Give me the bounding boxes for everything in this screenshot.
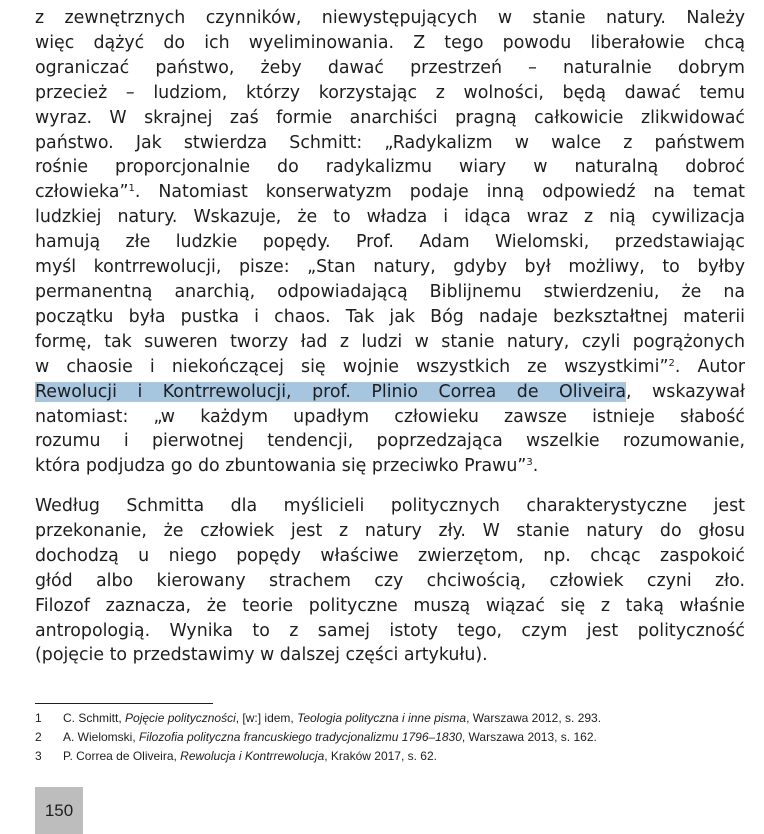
footnote-text-segment: C. Schmitt, [63, 711, 126, 725]
text-line: głód albo kierowany strachem czy chciwością, człowiek czyni zło. [35, 570, 745, 591]
footnote-text-segment: A. Wielomski, [63, 730, 140, 744]
text-line: więc dążyć do ich wyeliminowania. Z tego powodu liberałowie chcą [35, 32, 745, 53]
footnote-ref-3[interactable]: 3 [526, 457, 533, 469]
footnote-number: 2 [35, 730, 42, 744]
footnote-text-segment: P. Correa de Oliveira, [63, 749, 181, 763]
text-line: antropologią. Wynika to z samej istoty tego, czym jest polityczność [35, 620, 745, 641]
text-line: przekonanie, że człowiek jest z natury zły. W stanie natury do głosu [35, 520, 745, 541]
text-line: początku była pustka i chaos. Tak jak Bóg nadaje bezkształtnej materii [35, 306, 745, 327]
paragraph-2 [35, 494, 745, 668]
text-line: wyraz. W skrajnej zaś formie anarchiści pragną całkowicie zlikwidować [35, 107, 745, 128]
footnote-text [63, 709, 601, 728]
footnote-text-segment: , Warszawa 2012, s. 293. [466, 711, 602, 725]
text-line [35, 454, 745, 479]
page-number-text: 150 [44, 800, 74, 820]
footnote-divider [35, 703, 213, 704]
text-line: Według Schmitta dla myślicieli politycznych charakterystyczne jest [35, 496, 745, 516]
footnote-title: Rewolucja i Kontrrewolucja [180, 749, 325, 763]
page-number [35, 787, 83, 834]
footnote-number: 3 [35, 749, 42, 763]
text-line [35, 355, 745, 380]
text-line: permanentną anarchią, odpowiadającą Biblijnemu stwierdzeniu, że na [35, 281, 745, 302]
text-segment: w chaosie i niekończącej się wojnie wszystkich ze wszystkimi” [35, 356, 669, 377]
footnote-2 [35, 728, 745, 747]
footnote-number: 1 [35, 711, 42, 725]
text-segment: . Natomiast konserwatyzm podaje inną odpowiedź na temat [134, 182, 745, 203]
text-segment: , wskazywał [626, 381, 745, 402]
footnote-text-segment: , [w:] idem, [235, 711, 298, 725]
text-line: hamują złe ludzkie popędy. Prof. Adam Wielomski, przedstawiając [35, 232, 745, 253]
footnote-title: Pojęcie polityczności [125, 711, 236, 725]
paragraph-1 [35, 6, 745, 479]
text-line: przecież – ludziom, którzy korzystając z wolności, będą dawać temu [35, 82, 745, 103]
text-line [35, 380, 745, 405]
footnote-3 [35, 747, 745, 766]
footnote-text [63, 747, 437, 766]
text-selection-highlight[interactable]: Rewolucji i Kontrrewolucji, prof. Plinio Correa de Oliveira [35, 381, 627, 402]
text-segment: człowieka” [35, 182, 129, 203]
footnote-ref-1[interactable]: 1 [128, 183, 135, 195]
text-segment: . Autor [674, 356, 746, 377]
footnote-text-segment: , Kraków 2017, s. 62. [324, 749, 437, 763]
text-line: ograniczać państwo, żeby dawać przestrzeń – naturalnie dobrym [35, 57, 745, 78]
text-line: z zewnętrznych czynników, niewystępujących w stanie natury. Należy [35, 8, 745, 28]
text-line: dochodzą u niego popędy właściwe zwierzętom, np. chcąc zaspokoić [35, 545, 745, 566]
footnote-1 [35, 709, 745, 728]
text-segment: . [532, 456, 539, 477]
footnote-title: Filozofia polityczna francuskiego tradycjonalizmu 1796–1830 [139, 730, 462, 744]
text-segment: która podjudza go do zbuntowania się przeciwko Prawu” [35, 456, 527, 477]
footnotes [35, 709, 745, 766]
text-line [35, 180, 745, 205]
text-line: państwo. Jak stwierdza Schmitt: „Radykalizm w walce z państwem [35, 132, 745, 153]
footnote-text-segment: , Warszawa 2013, s. 162. [461, 730, 597, 744]
footnote-text [63, 728, 597, 747]
footnote-title: Teologia polityczna i inne pisma [297, 711, 467, 725]
text-line: rozumu i pierwotnej tendencji, poprzedzająca wszelkie rozumowanie, [35, 431, 745, 452]
text-line: myśl kontrrewolucji, pisze: „Stan natury, gdyby był możliwy, to byłby [35, 257, 745, 278]
text-line: Filozof zaznacza, że teorie polityczne muszą wiązać się z taką właśnie [35, 595, 745, 616]
text-line: (pojęcie to przedstawimy w dalszej części artykułu). [35, 645, 488, 666]
text-line: formę, tak suweren tworzy ład z ludzi w stanie natury, czyli pogrążonych [35, 331, 745, 352]
footnote-ref-2[interactable]: 2 [668, 357, 675, 369]
text-line: rośnie proporcjonalnie do radykalizmu wiary w naturalną dobroć [35, 157, 745, 178]
text-line: natomiast: „w każdym upadłym człowieku zawsze istnieje słabość [35, 406, 745, 427]
text-line: ludzkiej natury. Wskazuje, że to władza i idąca wraz z nią cywilizacja [35, 207, 745, 228]
